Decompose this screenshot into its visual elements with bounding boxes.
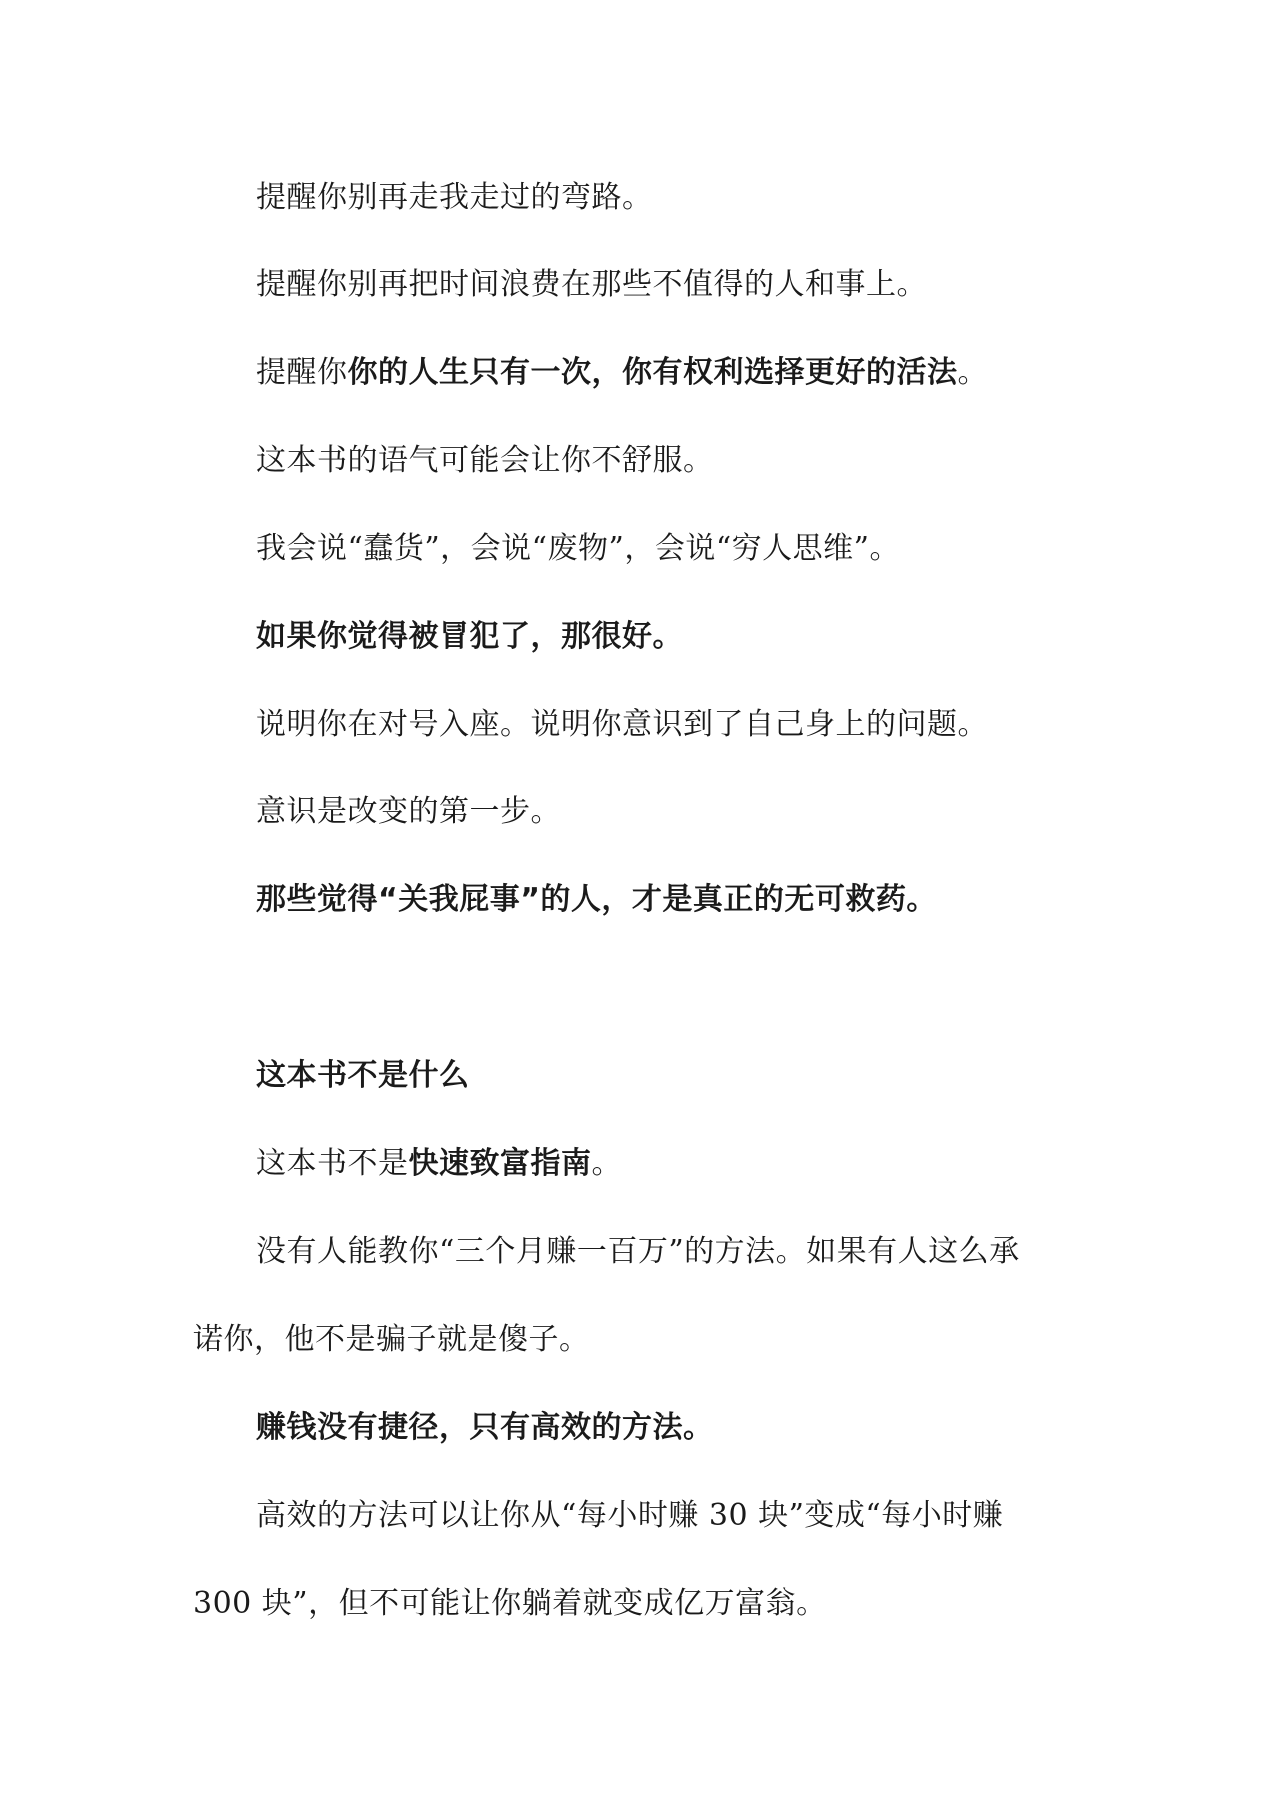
bold-text-segment: 快速致富指南 — [408, 1146, 592, 1181]
paragraph-line — [193, 1320, 590, 1360]
text-segment: 我会说“蠢货”，会说“废物”，会说“穷人思维”。 — [256, 531, 901, 566]
paragraph-line — [256, 529, 900, 569]
paragraph-line — [193, 1584, 827, 1624]
text-segment: 提醒你别再把时间浪费在那些不值得的人和事上。 — [256, 267, 927, 302]
paragraph-line — [256, 441, 714, 481]
text-segment: 提醒你 — [256, 355, 348, 390]
bold-text-segment: 你的人生只有一次，你有权利选择更好的活法 — [347, 355, 958, 390]
paragraph-line — [256, 880, 937, 920]
paragraph-line — [256, 1144, 622, 1184]
bold-text-segment: 这本书不是什么 — [256, 1058, 470, 1093]
paragraph-line — [256, 1408, 714, 1448]
paragraph-line — [256, 792, 561, 832]
bold-text-segment: 如果你觉得被冒犯了，那很好。 — [256, 619, 683, 654]
text-segment: 诺你，他不是骗子就是傻子。 — [193, 1322, 590, 1357]
text-segment: 提醒你别再走我走过的弯路。 — [256, 180, 653, 215]
text-segment: 。 — [591, 1146, 622, 1181]
paragraph-line — [256, 705, 988, 745]
text-segment: 说明你在对号入座。说明你意识到了自己身上的问题。 — [256, 707, 988, 742]
paragraph-line — [256, 1496, 1003, 1536]
text-segment: 这本书的语气可能会让你不舒服。 — [256, 443, 714, 478]
bold-text-segment: 那些觉得“关我屁事”的人，才是真正的无可救药。 — [256, 882, 937, 917]
text-segment: 。 — [957, 355, 988, 390]
paragraph-line — [256, 265, 927, 305]
text-segment: 300 块”，但不可能让你躺着就变成亿万富翁。 — [193, 1586, 827, 1621]
bold-text-segment: 赚钱没有捷径，只有高效的方法。 — [256, 1410, 714, 1445]
paragraph-line — [256, 617, 683, 657]
text-segment: 没有人能教你“三个月赚一百万”的方法。如果有人这么承 — [256, 1234, 1020, 1269]
paragraph-line — [256, 353, 988, 393]
paragraph-line — [256, 178, 653, 218]
text-segment: 高效的方法可以让你从“每小时赚 30 块”变成“每小时赚 — [256, 1498, 1004, 1533]
text-segment: 意识是改变的第一步。 — [256, 794, 561, 829]
text-segment: 这本书不是 — [256, 1146, 409, 1181]
paragraph-line — [256, 1232, 1020, 1272]
section-heading — [256, 1056, 470, 1096]
